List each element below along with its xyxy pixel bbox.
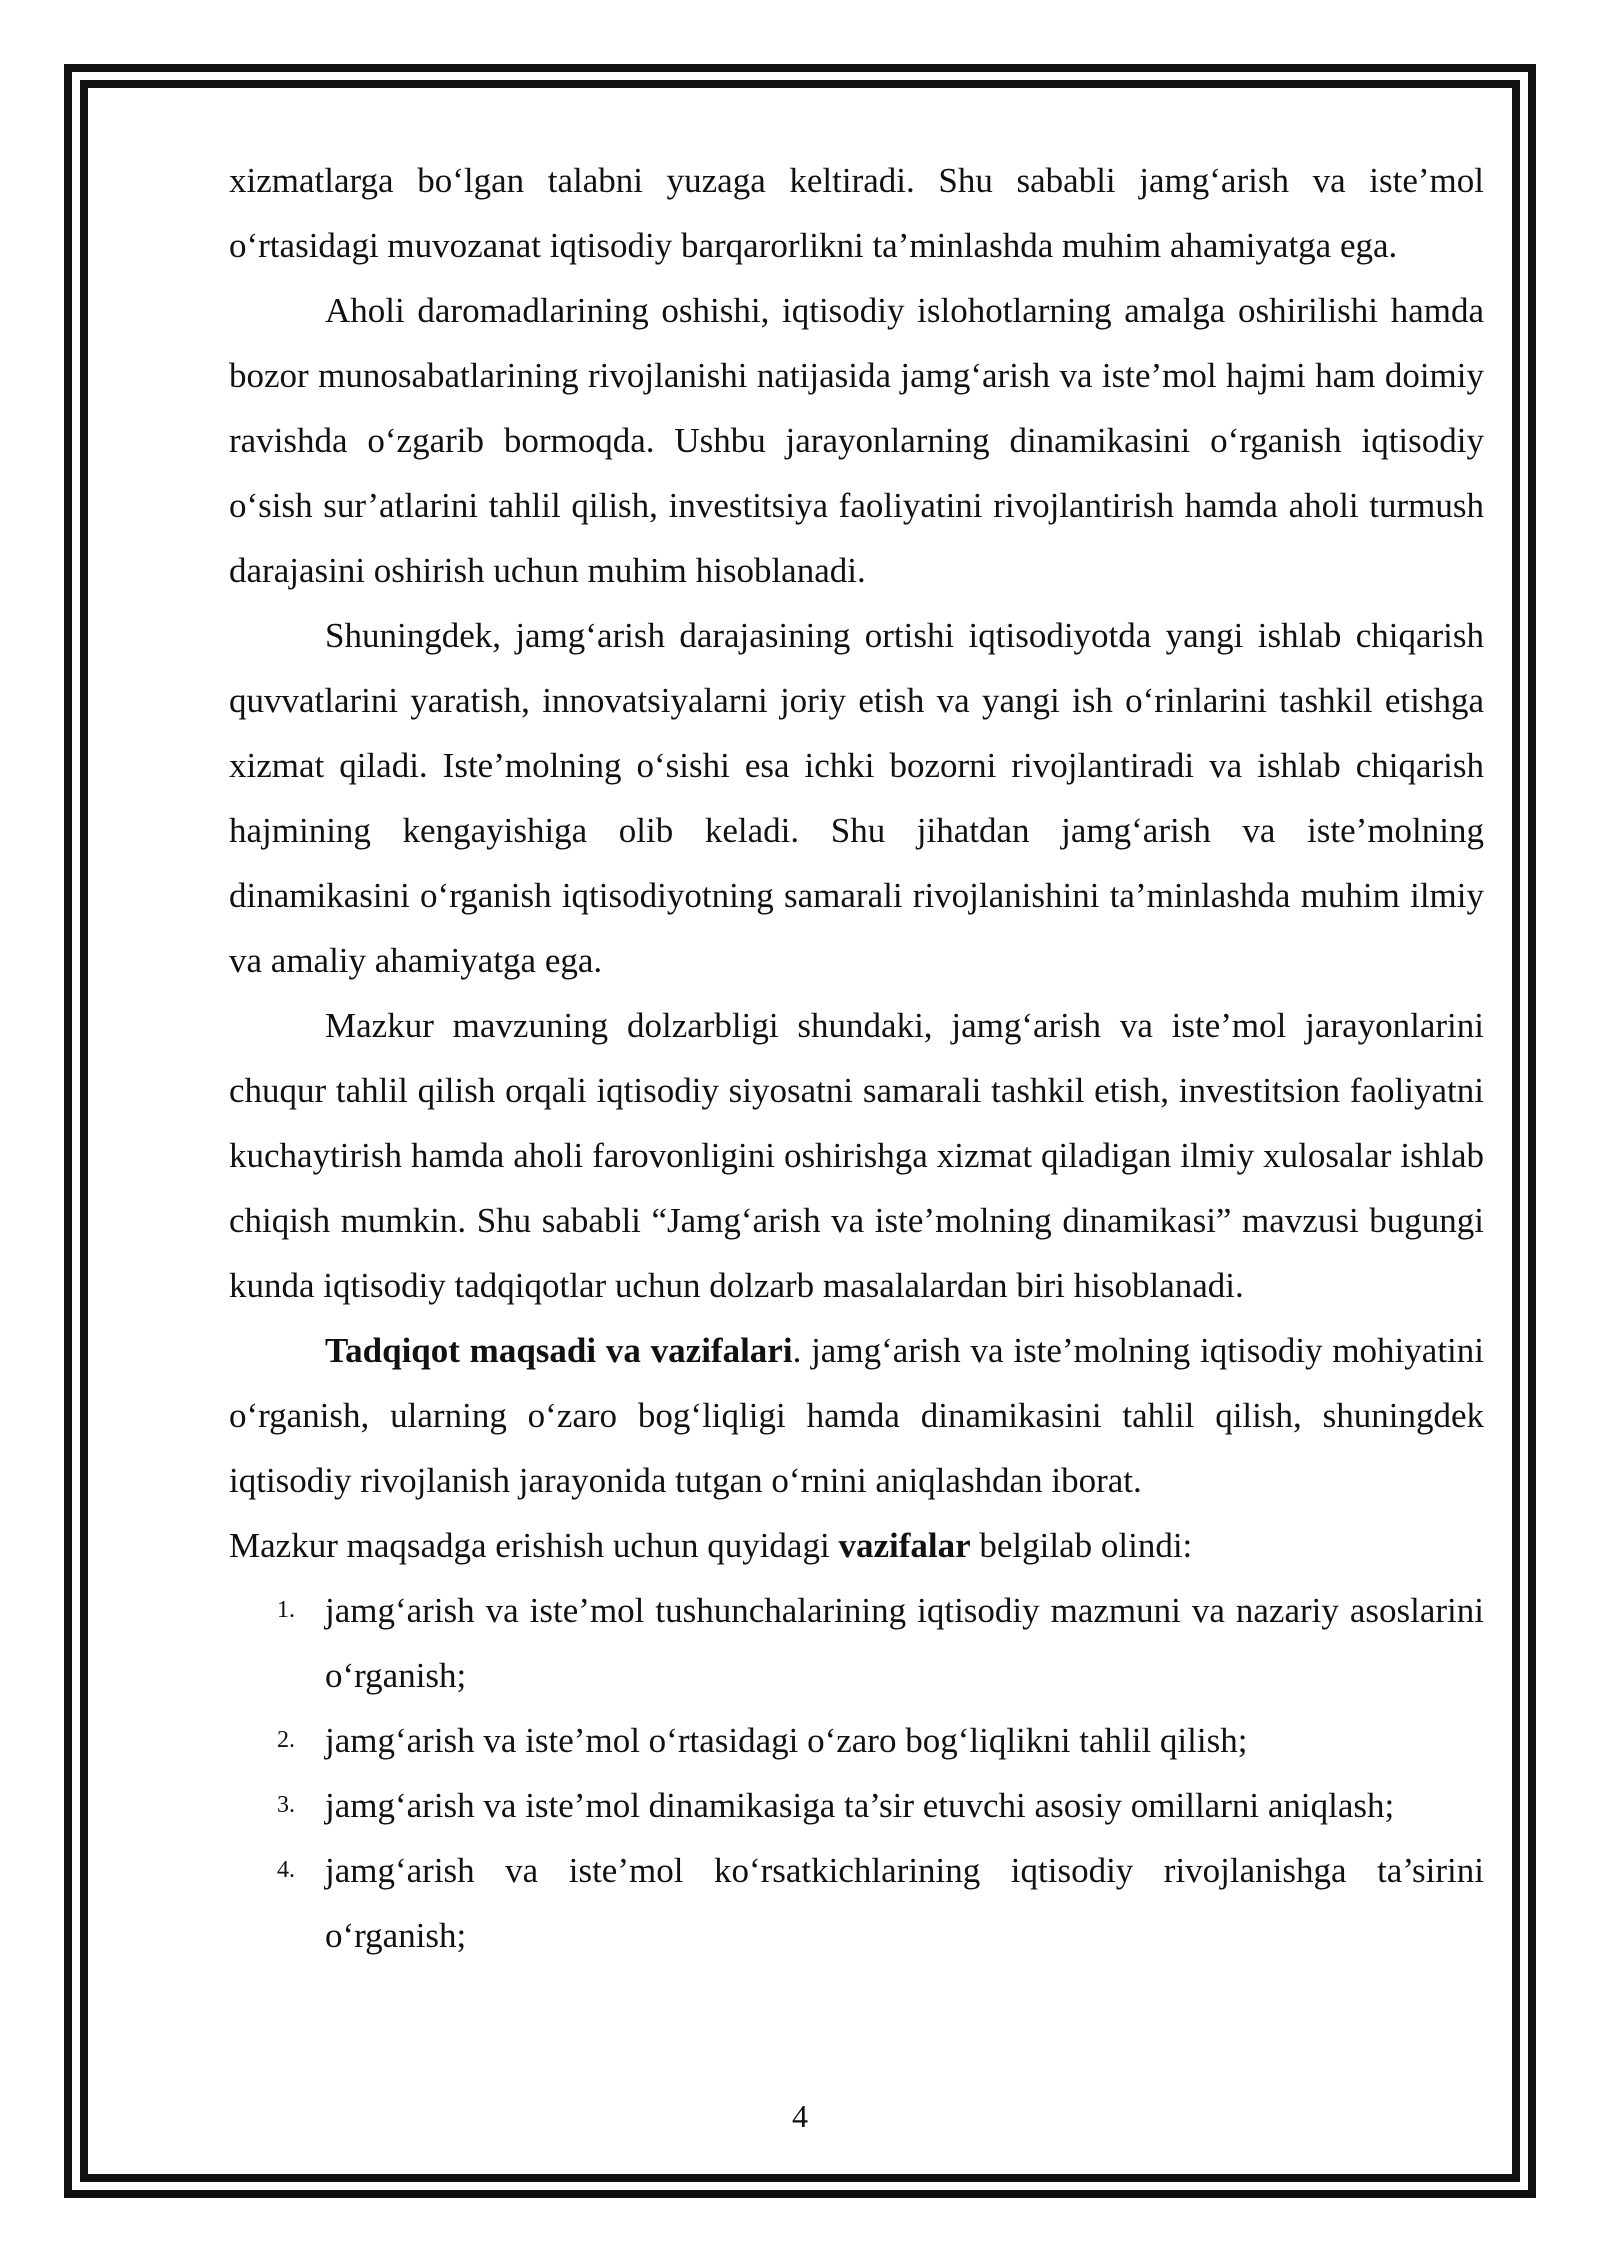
page-number: 4 [792, 2098, 808, 2134]
list-item [229, 1838, 1484, 1968]
paragraph-research-goal [229, 1318, 1484, 1513]
list-item-number: 3. [277, 1792, 295, 1818]
list-item [229, 1708, 1484, 1773]
page-content [229, 148, 1484, 1968]
research-goal-heading: Tadqiqot maqsadi va vazifalari [325, 1331, 793, 1370]
list-item-text: jamg‘arish va iste’mol o‘rtasidagi o‘zaro bog‘liqlikni tahlil qilish; [325, 1721, 1248, 1760]
list-item-number: 2. [277, 1727, 295, 1753]
list-item-number: 1. [277, 1597, 295, 1623]
list-item-number: 4. [277, 1857, 295, 1883]
list-item-text: jamg‘arish va iste’mol ko‘rsatkichlarining iqtisodiy rivojlanishga ta’sirini o‘rganish; [325, 1851, 1484, 1955]
paragraph-continuation: xizmatlarga bo‘lgan talabni yuzaga keltiradi. Shu sababli jamg‘arish va iste’mol o‘rtasidagi muvozanat iqtisodiy barqarorlikni ta’minlashda muhim ahamiyatga ega. [229, 161, 1484, 265]
tasks-list [229, 1578, 1484, 1968]
paragraph-savings-level: Shuningdek, jamg‘arish darajasining ortishi iqtisodiyotda yangi ishlab chiqarish quvvatlarini yaratish, innovatsiyalarni joriy etish va yangi ish o‘rinlarini tashkil etishga xizmat qiladi. Iste’molning o‘sishi esa ichki bozorni rivojlantiradi va ishlab chiqarish hajmining kengayishiga olib keladi. Shu jihatdan jamg‘arish va iste’molning dinamikasini o‘rganish iqtisodiyotning samarali rivojlanishini ta’minlashda muhim ilmiy va amaliy ahamiyatga ega. [229, 616, 1484, 980]
tasks-intro-post: belgilab olindi: [970, 1526, 1193, 1565]
list-item [229, 1773, 1484, 1838]
paragraph-income-growth: Aholi daromadlarining oshishi, iqtisodiy islohotlarning amalga oshirilishi hamda bozor munosabatlarining rivojlanishi natijasida jamg‘arish va iste’mol hajmi ham doimiy ravishda o‘zgarib bormoqda. Ushbu jarayonlarning dinamikasini o‘rganish iqtisodiy o‘sish sur’atlarini tahlil qilish, investitsiya faoliyatini rivojlantirish hamda aholi turmush darajasini oshirish uchun muhim hisoblanadi. [229, 291, 1484, 590]
list-item-text: jamg‘arish va iste’mol tushunchalarining iqtisodiy mazmuni va nazariy asoslarini o‘rganish; [325, 1591, 1484, 1695]
list-item [229, 1578, 1484, 1708]
paragraph-tasks-intro [229, 1513, 1484, 1578]
list-item-text: jamg‘arish va iste’mol dinamikasiga ta’sir etuvchi asosiy omillarni aniqlash; [325, 1786, 1395, 1825]
research-goal-text: . jamg‘arish va iste’molning iqtisodiy mohiyatini o‘rganish, ularning o‘zaro bog‘liqligi hamda dinamikasini tahlil qilish, shuningdek iqtisodiy rivojlanish jarayonida tutgan o‘rnini aniqlashdan iborat. [229, 1331, 1484, 1500]
tasks-intro-keyword: vazifalar [838, 1526, 971, 1565]
paragraph-topic-relevance: Mazkur mavzuning dolzarbligi shundaki, jamg‘arish va iste’mol jarayonlarini chuqur tahlil qilish orqali iqtisodiy siyosatni samarali tashkil etish, investitsion faoliyatni kuchaytirish hamda aholi farovonligini oshirishga xizmat qiladigan ilmiy xulosalar ishlab chiqish mumkin. Shu sababli “Jamg‘arish va iste’molning dinamikasi” mavzusi bugungi kunda iqtisodiy tadqiqotlar uchun dolzarb masalalardan biri hisoblanadi. [229, 1006, 1484, 1305]
tasks-intro-pre: Mazkur maqsadga erishish uchun quyidagi [229, 1526, 839, 1565]
